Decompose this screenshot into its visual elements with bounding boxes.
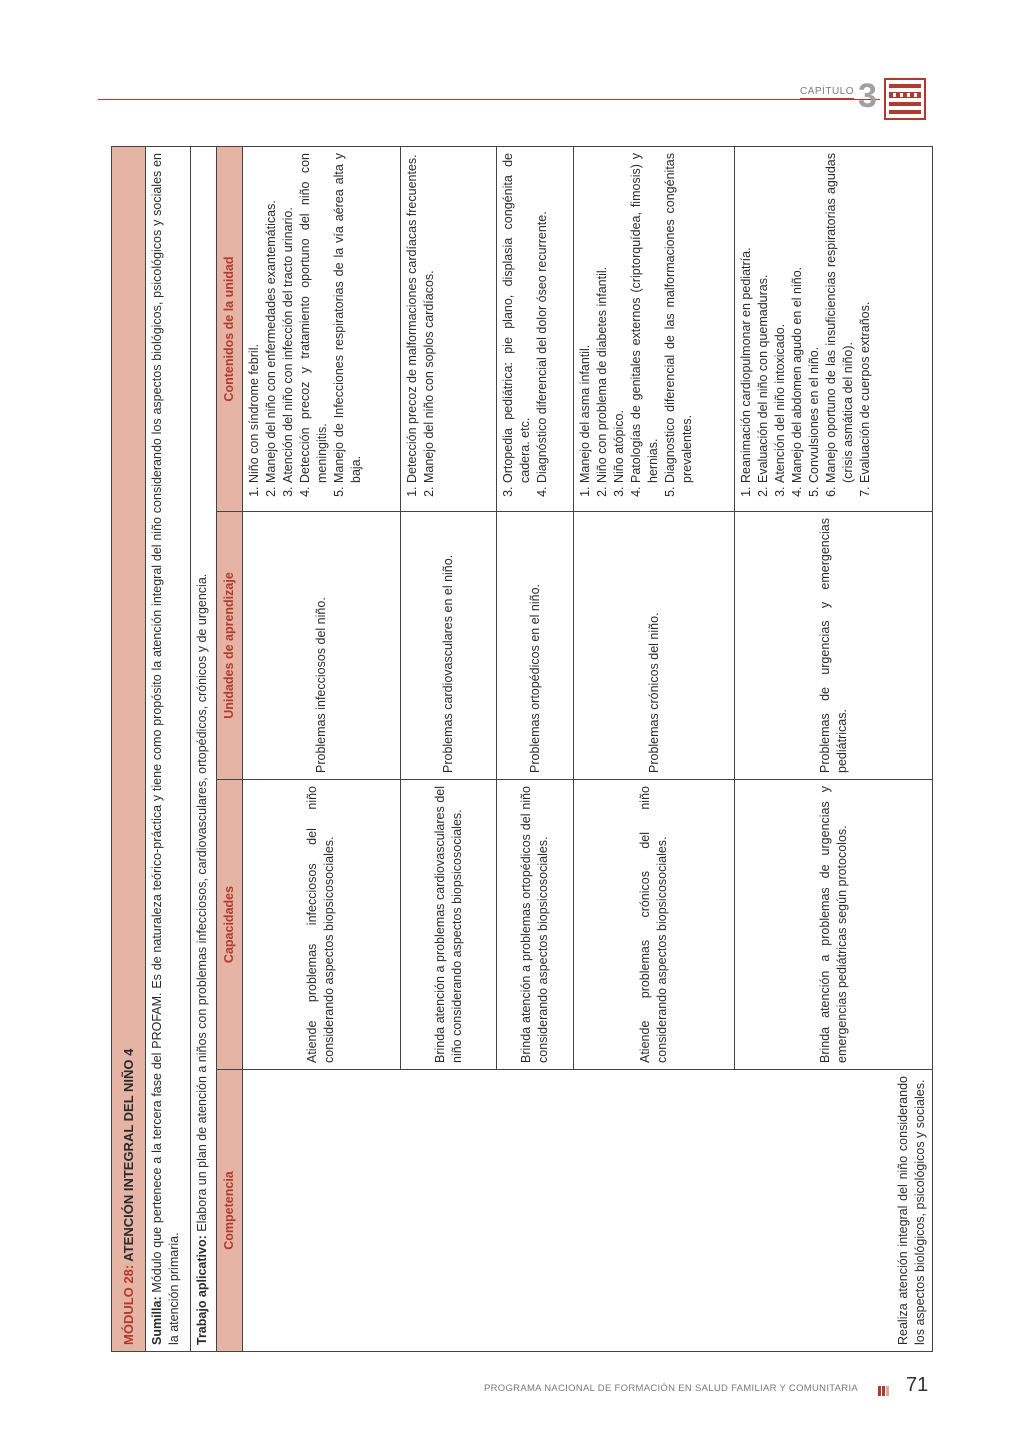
contenidos-list xyxy=(500,153,551,505)
sumilla-row xyxy=(146,147,191,1352)
list-item: 4. Diagnóstico diferencial del dolor óseo recurrente. xyxy=(534,153,551,483)
capacidad-cell: Brinda atención a problemas de urgencias y emergencias pediátricas según protocolos. xyxy=(735,780,933,1070)
page-number: 71 xyxy=(906,1374,929,1396)
trabajo-text: Elabora un plan de atención a niños con problemas infecciosos, cardiovasculares, ortopédicos, crónicos y de urgencia. xyxy=(194,573,209,1236)
sumilla xyxy=(146,147,191,1352)
list-item: 4. Patologías de genitales externos (criptorquídea, fimosis) y hernias. xyxy=(628,153,662,483)
unidad-cell: Problemas cardiovasculares en el niño. xyxy=(400,512,497,780)
list-item: 3. Atención del niño con infección del tracto urinario. xyxy=(280,153,297,483)
contenidos-list xyxy=(577,153,696,505)
sumilla-label: Sumilla: xyxy=(150,1296,165,1345)
contenidos-cell xyxy=(497,147,574,512)
column-header-row xyxy=(216,147,242,1352)
list-item: 2. Manejo del niño con enfermedades exantemáticas. xyxy=(263,153,280,483)
contenidos-cell xyxy=(574,147,735,512)
unidad-cell: Problemas de urgencias y emergencias pediátricas. xyxy=(735,512,933,780)
list-item: 4. Detección precoz y tratamiento oportuno del niño con meningitis. xyxy=(297,153,331,483)
contenidos-list xyxy=(246,153,365,505)
list-item: 3. Niño atópico. xyxy=(611,153,628,483)
list-item: 5. Convulsiones en el niño. xyxy=(806,153,823,483)
contenidos-list xyxy=(738,153,874,505)
module-title-prefix: MÓDULO 28: xyxy=(121,1264,137,1345)
header-unidades: Unidades de aprendizaje xyxy=(216,512,242,780)
sumilla-text: Módulo que pertenece a la tercera fase del PROFAM. Es de naturaleza teórico-práctica y tiene como propósito la atención integral del niño considerando los aspectos biológicos, psicológicos y sociales en la atención primaria. xyxy=(150,153,182,1345)
header-competencia: Competencia xyxy=(216,1070,242,1352)
list-item: 4. Manejo del abdomen agudo en el niño. xyxy=(789,153,806,483)
capacidad-cell: Atiende problemas crónicos del niño considerando aspectos biopsicosociales. xyxy=(574,780,735,1070)
module-title-rest: ATENCIÓN INTEGRAL DEL NIÑO 4 xyxy=(121,1048,137,1265)
list-item: 1. Reanimación cardiopulmonar en pediatría. xyxy=(738,153,755,483)
list-item: 5. Manejo de Infecciones respiratorias de la vía aérea alta y baja. xyxy=(331,153,365,483)
unidad-cell: Problemas infecciosos del niño. xyxy=(242,512,400,780)
module-table-rotated xyxy=(111,147,933,1352)
header-capacidades: Capacidades xyxy=(216,780,242,1070)
contenidos-cell xyxy=(735,147,933,512)
unidad-cell: Problemas ortopédicos en el niño. xyxy=(497,512,574,780)
list-item: 7. Evaluación de cuerpos extraños. xyxy=(857,153,874,483)
trabajo-label: Trabajo aplicativo: xyxy=(194,1235,209,1345)
footer-program: PROGRAMA NACIONAL DE FORMACIÓN EN SALUD FAMILIAR Y COMUNITARIA xyxy=(484,1383,859,1394)
contenidos-cell xyxy=(400,147,497,512)
list-item: 1. Detección precoz de malformaciones cardíacas frecuentes. xyxy=(404,153,421,483)
list-item: 2. Manejo del niño con soplos cardíacos. xyxy=(421,153,438,483)
list-item: 2. Evaluación del niño con quemaduras. xyxy=(755,153,772,483)
list-item: 3. Atención del niño intoxicado. xyxy=(772,153,789,483)
list-item: 2. Niño con problema de diabetes infantil. xyxy=(594,153,611,483)
chapter-number: 3 xyxy=(858,77,877,115)
list-item: 5. Diagnostico diferencial de las malformaciones congénitas prevalentes. xyxy=(662,153,696,483)
trabajo xyxy=(190,147,216,1352)
table-row xyxy=(242,147,400,1352)
header-contenidos: Contenidos de la unidad xyxy=(216,147,242,512)
contenidos-list xyxy=(404,153,438,505)
list-item: 6. Manejo oportuno de las insuficiencias respiratorias agudas (crisis asmática del niño). xyxy=(823,153,857,483)
module-title xyxy=(112,147,146,1352)
capacidad-cell: Atiende problemas infecciosos del niño considerando aspectos biopsicosociales. xyxy=(242,780,400,1070)
capacidad-cell: Brinda atención a problemas cardiovasculares del niño considerando aspectos biopsicosociales. xyxy=(400,780,497,1070)
contenidos-cell xyxy=(242,147,400,512)
trabajo-row xyxy=(190,147,216,1352)
module-title-row xyxy=(112,147,146,1352)
unidad-cell: Problemas crónicos del niño. xyxy=(574,512,735,780)
list-item: 3. Ortopedia pediátrica: pie plano, displasia congénita de cadera. etc. xyxy=(500,153,534,483)
module-table xyxy=(111,146,933,1352)
list-item: 1. Niño con síndrome febril. xyxy=(246,153,263,483)
footer-bars-icon xyxy=(878,1383,890,1401)
header-rule xyxy=(98,99,880,100)
capacidad-cell: Brinda atención a problemas ortopédicos del niño considerando aspectos biopsicosociales. xyxy=(497,780,574,1070)
competencia-cell: Realiza atención integral del niño considerando los aspectos biológicos, psicológicos y sociales. xyxy=(242,1070,932,1352)
chapter-logo-icon xyxy=(884,78,926,120)
list-item: 1. Manejo del asma infantil. xyxy=(577,153,594,483)
chapter-label: CAPÍTULO xyxy=(800,86,855,97)
